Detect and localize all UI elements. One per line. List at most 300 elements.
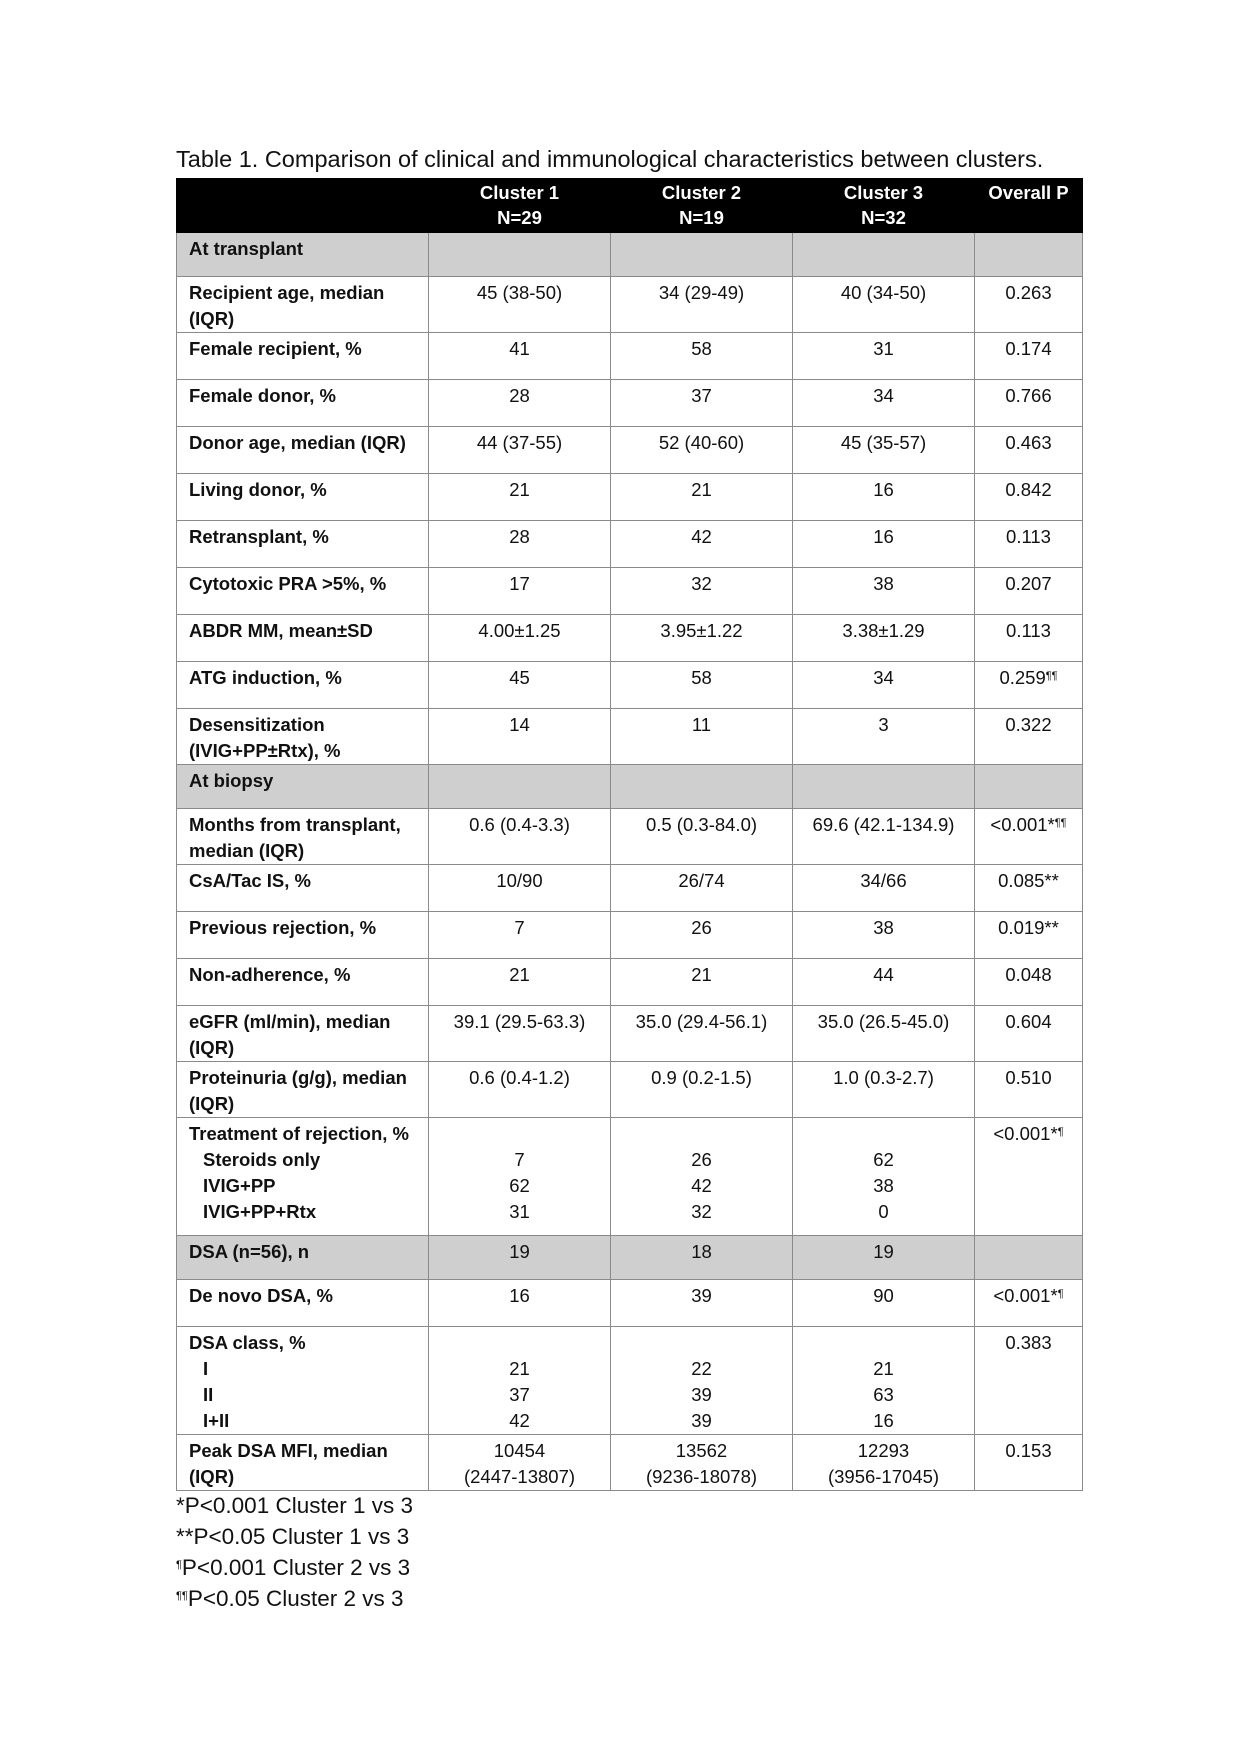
cluster-1-value [429,1435,611,1491]
section-empty-cell [611,233,793,277]
value-text: 63 [873,1384,894,1405]
value-text: 0.5 (0.3-84.0) [645,814,758,835]
footnotes [176,1490,413,1614]
p-value: <0.001* [993,1123,1058,1144]
cluster-1-value [429,568,611,615]
row-label [177,709,429,765]
row-label [177,1006,429,1062]
table-row [177,1006,1083,1062]
row-label [177,380,429,427]
section-at-transplant-label [177,233,429,277]
header-cluster-2 [611,179,793,233]
p-value: 0.019** [998,917,1059,938]
value-text: 16 [873,526,894,547]
row-label-text: CsA/Tac IS, % [189,870,312,891]
table-row [177,427,1083,474]
value-text: 38 [873,573,894,594]
cluster-3-value [793,1280,975,1327]
value-text: 26/74 [678,870,725,891]
header-cluster-1-n: N=29 [497,207,542,228]
value-text: 31 [873,338,894,359]
row-label [177,333,429,380]
value-text: 7 [514,1149,525,1170]
value-text: 35.0 (26.5-45.0) [817,1011,950,1032]
section-at-biopsy-label [177,765,429,809]
table-row [177,709,1083,765]
p-value: 0.113 [1006,620,1051,641]
table-row [177,277,1083,333]
p-value: 0.463 [1005,432,1052,453]
section-empty-cell [429,765,611,809]
p-value-footnote-mark: ¶ [1057,1126,1064,1138]
cluster-3-value [793,1006,975,1062]
table-caption: Table 1. Comparison of clinical and immunological characteristics between clusters. [176,146,1044,172]
p-value: 0.048 [1005,964,1052,985]
row-label [177,521,429,568]
value-text: 45 (38-50) [476,282,563,303]
cluster-3-value [793,959,975,1006]
blank-line [611,1121,792,1147]
row-label-text: eGFR (ml/min), median (IQR) [189,1011,391,1058]
value-text: 32 [691,1201,712,1222]
row-label-text: Desensitization (IVIG+PP±Rtx), % [189,714,341,761]
row-label [177,474,429,521]
table-row [177,865,1083,912]
cluster-1-value [429,380,611,427]
row-label-text: De novo DSA, % [189,1285,333,1306]
header-cluster-3 [793,179,975,233]
cluster-2-value [611,333,793,380]
table-row [177,1062,1083,1118]
p-value: 0.263 [1005,282,1052,303]
row-label-text: Living donor, % [189,479,327,500]
cluster-3-value [793,1236,975,1280]
row-label [177,277,429,333]
cluster-3-value [793,333,975,380]
value-text: 28 [509,385,530,406]
row-label-text: Donor age, median (IQR) [189,432,406,453]
table-body [177,233,1083,1491]
overall-p-value [975,1006,1083,1062]
cluster-2-value [611,865,793,912]
treatment-row [177,1118,1083,1236]
blank-line [793,1330,974,1356]
table-row [177,959,1083,1006]
cluster-3-value [793,568,975,615]
table-row [177,912,1083,959]
cluster-1-value [429,1280,611,1327]
cluster-1-value [429,333,611,380]
cluster-1-value [429,709,611,765]
row-label [177,568,429,615]
value-text: 4.00±1.25 [478,620,561,641]
cluster-3-value [793,709,975,765]
section-dsa [177,1236,1083,1280]
cluster-3-value [793,427,975,474]
blank-line [611,1330,792,1356]
header-cluster-1 [429,179,611,233]
p-value: 0.259 [999,667,1046,688]
value-text: 34/66 [860,870,907,891]
overall-p-value [975,912,1083,959]
header-overall-p [975,179,1083,233]
row-label [177,959,429,1006]
value-text: 90 [873,1285,894,1306]
value-text: 52 (40-60) [658,432,745,453]
overall-p-value [975,1280,1083,1327]
cluster-1-value [429,662,611,709]
section-empty-cell [975,1236,1083,1280]
value-text: 3 [878,714,889,735]
blank-line [793,1121,974,1147]
cluster-2-value [611,380,793,427]
value-text: 16 [873,479,894,500]
overall-p-value [975,1435,1083,1491]
cluster-1-value [429,809,611,865]
cluster-3-value [793,474,975,521]
p-value: 0.153 [1005,1440,1052,1461]
value-text: 42 [691,1175,712,1196]
footnote-text: *P<0.001 Cluster 1 vs 3 [176,1493,414,1518]
cluster-2-value [611,1435,793,1491]
cluster-3-value [793,277,975,333]
cluster-2-value [611,1062,793,1118]
value-text: 37 [691,385,712,406]
value-text: 21 [509,1358,530,1379]
row-label-text: Female donor, % [189,385,337,406]
footnote-mark: ¶ [176,1559,182,1571]
value-text: 21 [509,479,530,500]
footnote [176,1490,413,1521]
overall-p-value [975,865,1083,912]
row-label-text: Non-adherence, % [189,964,351,985]
cluster-3-value [793,1062,975,1118]
cluster-1-value [429,912,611,959]
value-text: (9236-18078) [645,1466,758,1487]
value-text: 39 [691,1384,712,1405]
value-text: 34 (29-49) [658,282,745,303]
section-empty-cell [793,765,975,809]
row-label [177,912,429,959]
overall-p-value [975,474,1083,521]
p-value: 0.207 [1005,573,1052,594]
value-text: 11 [691,714,712,735]
cluster-3-value [793,1118,975,1236]
value-text: 22 [691,1358,712,1379]
cluster-2-value [611,912,793,959]
treatment-row-label [177,1118,429,1236]
cluster-1-value [429,865,611,912]
section-title: At transplant [189,238,304,259]
row-label-text: Months from transplant, median (IQR) [189,814,401,861]
dsa-class-row-label [177,1327,429,1435]
cluster-2-value [611,1327,793,1435]
cluster-3-value [793,521,975,568]
table-row [177,380,1083,427]
header-cluster-2-name: Cluster 2 [661,182,742,203]
value-text: 26 [691,917,712,938]
row-label-text: Proteinuria (g/g), median (IQR) [189,1067,407,1114]
cluster-2-value [611,1118,793,1236]
cluster-3-value [793,1327,975,1435]
section-empty-cell [611,765,793,809]
value-text: 18 [691,1241,712,1262]
footnote [176,1521,413,1552]
row-label-text: Peak DSA MFI, median (IQR) [189,1440,388,1487]
value-text: 39.1 (29.5-63.3) [453,1011,586,1032]
p-value: 0.085** [998,870,1059,891]
blank-line [429,1121,610,1147]
row-label-text: Previous rejection, % [189,917,377,938]
cluster-2-value [611,662,793,709]
cluster-2-value [611,474,793,521]
header-cluster-3-name: Cluster 3 [843,182,924,203]
value-text: 28 [509,526,530,547]
section-title: DSA (n=56), n [189,1241,310,1262]
cluster-1-value [429,474,611,521]
value-text: 45 [509,667,530,688]
header-cluster-2-n: N=19 [679,207,724,228]
row-label [177,809,429,865]
row-label-text: Cytotoxic PRA >5%, % [189,573,387,594]
table-row [177,568,1083,615]
value-text: 21 [509,964,530,985]
overall-p-value [975,615,1083,662]
value-text: 0.6 (0.4-1.2) [469,1067,570,1088]
cluster-3-value [793,662,975,709]
p-value: 0.842 [1005,479,1052,500]
footnote-mark: ¶¶ [176,1590,188,1602]
value-text: 0.9 (0.2-1.5) [651,1067,752,1088]
sub-label: II [203,1384,214,1405]
header-cluster-1-name: Cluster 1 [479,182,560,203]
cluster-2-value [611,427,793,474]
cluster-1-value [429,1062,611,1118]
value-text: 34 [873,385,894,406]
footnote-text: P<0.05 Cluster 2 vs 3 [187,1586,404,1611]
cluster-2-value [611,709,793,765]
cluster-1-value [429,1006,611,1062]
cluster-1-value [429,959,611,1006]
value-text: 3.95±1.22 [660,620,743,641]
row-label-text: ATG induction, % [189,667,342,688]
value-text: 32 [691,573,712,594]
cluster-2-value [611,615,793,662]
overall-p-value [975,277,1083,333]
row-label [177,662,429,709]
sub-label: Steroids only [203,1149,321,1170]
section-empty-cell [429,233,611,277]
value-text: 45 (35-57) [840,432,927,453]
p-value: 0.113 [1006,526,1051,547]
overall-p-value [975,568,1083,615]
value-text: 42 [691,526,712,547]
header-empty-cell [177,179,429,233]
overall-p-value [975,1327,1083,1435]
row-label [177,615,429,662]
cluster-1-value [429,427,611,474]
cluster-3-value [793,809,975,865]
p-value: 0.766 [1005,385,1052,406]
overall-p-value [975,1062,1083,1118]
value-text: 13562 [675,1440,728,1461]
overall-p-value [975,959,1083,1006]
section-at-biopsy [177,765,1083,809]
overall-p-value [975,662,1083,709]
cluster-2-value [611,809,793,865]
sub-label: I+II [203,1410,230,1431]
cluster-2-value [611,1280,793,1327]
p-value: 0.510 [1005,1067,1052,1088]
row-label-text: Treatment of rejection, % [189,1123,409,1144]
p-value: <0.001* [993,1285,1058,1306]
overall-p-value [975,709,1083,765]
section-empty-cell [975,765,1083,809]
table-row [177,1280,1083,1327]
value-text: (3956-17045) [827,1466,940,1487]
p-value: 0.383 [1005,1332,1052,1353]
blank-line [429,1330,610,1356]
value-text: 44 (37-55) [476,432,563,453]
comparison-table [176,178,1083,1491]
value-text: 19 [873,1241,894,1262]
row-label [177,865,429,912]
footnote-text: P<0.001 Cluster 2 vs 3 [181,1555,411,1580]
cluster-3-value [793,865,975,912]
p-value: <0.001* [990,814,1055,835]
value-text: 16 [873,1410,894,1431]
value-text: (2447-13807) [463,1466,576,1487]
value-text: 1.0 (0.3-2.7) [833,1067,934,1088]
cluster-1-value [429,277,611,333]
section-empty-cell [793,233,975,277]
value-text: 0 [878,1201,889,1222]
value-text: 16 [509,1285,530,1306]
value-text: 34 [873,667,894,688]
cluster-2-value [611,568,793,615]
value-text: 21 [873,1358,894,1379]
row-label-text: DSA class, % [189,1332,306,1353]
value-text: 39 [691,1285,712,1306]
row-label-text: Female recipient, % [189,338,362,359]
section-title: At biopsy [189,770,274,791]
dsa-class-row [177,1327,1083,1435]
value-text: 3.38±1.29 [842,620,925,641]
sub-label: IVIG+PP [203,1175,276,1196]
row-label-text: Recipient age, median (IQR) [189,282,385,329]
value-text: 62 [509,1175,530,1196]
p-value: 0.322 [1005,714,1052,735]
value-text: 69.6 (42.1-134.9) [812,814,955,835]
value-text: 41 [509,338,530,359]
cluster-3-value [793,912,975,959]
footnote-text: **P<0.05 Cluster 1 vs 3 [176,1524,410,1549]
value-text: 21 [691,964,712,985]
overall-p-value [975,427,1083,474]
footnote [176,1552,413,1583]
row-label-text: ABDR MM, mean±SD [189,620,373,641]
value-text: 10/90 [496,870,543,891]
overall-p-value [975,1118,1083,1236]
value-text: 39 [691,1410,712,1431]
value-text: 12293 [857,1440,910,1461]
table-row [177,474,1083,521]
cluster-2-value [611,1006,793,1062]
overall-p-value [975,521,1083,568]
value-text: 31 [509,1201,530,1222]
cluster-1-value [429,1118,611,1236]
value-text: 14 [509,714,530,735]
p-value-footnote-mark: ¶¶ [1054,817,1067,829]
value-text: 62 [873,1149,894,1170]
p-value-footnote-mark: ¶¶ [1045,670,1058,682]
value-text: 40 (34-50) [840,282,927,303]
cluster-3-value [793,1435,975,1491]
table-row [177,615,1083,662]
cluster-1-value [429,615,611,662]
section-empty-cell [975,233,1083,277]
p-value-footnote-mark: ¶ [1057,1288,1064,1300]
cluster-1-value [429,1327,611,1435]
cluster-2-value [611,959,793,1006]
value-text: 35.0 (29.4-56.1) [635,1011,768,1032]
table-row [177,809,1083,865]
row-label [177,1062,429,1118]
table-row [177,333,1083,380]
overall-p-value [975,333,1083,380]
cluster-2-value [611,1236,793,1280]
value-text: 38 [873,917,894,938]
value-text: 10454 [493,1440,546,1461]
value-text: 58 [691,338,712,359]
section-at-transplant [177,233,1083,277]
cluster-3-value [793,380,975,427]
overall-p-value [975,809,1083,865]
table-header-row [177,179,1083,233]
header-cluster-3-n: N=32 [861,207,906,228]
cluster-1-value [429,521,611,568]
row-label [177,427,429,474]
table-row [177,1435,1083,1491]
sub-label: IVIG+PP+Rtx [203,1201,317,1222]
value-text: 21 [691,479,712,500]
value-text: 42 [509,1410,530,1431]
row-label-text: Retransplant, % [189,526,329,547]
overall-p-value [975,380,1083,427]
cluster-3-value [793,615,975,662]
value-text: 17 [509,573,530,594]
section-dsa-label [177,1236,429,1280]
value-text: 44 [873,964,894,985]
value-text: 7 [514,917,525,938]
p-value: 0.604 [1005,1011,1052,1032]
table-row [177,521,1083,568]
value-text: 0.6 (0.4-3.3) [469,814,570,835]
sub-label: I [203,1358,209,1379]
value-text: 19 [509,1241,530,1262]
cluster-2-value [611,521,793,568]
value-text: 37 [509,1384,530,1405]
table-row [177,662,1083,709]
value-text: 58 [691,667,712,688]
row-label [177,1435,429,1491]
cluster-1-value [429,1236,611,1280]
value-text: 26 [691,1149,712,1170]
value-text: 38 [873,1175,894,1196]
cluster-2-value [611,277,793,333]
footnote [176,1583,413,1614]
header-overall-p-label: Overall P [988,182,1069,203]
